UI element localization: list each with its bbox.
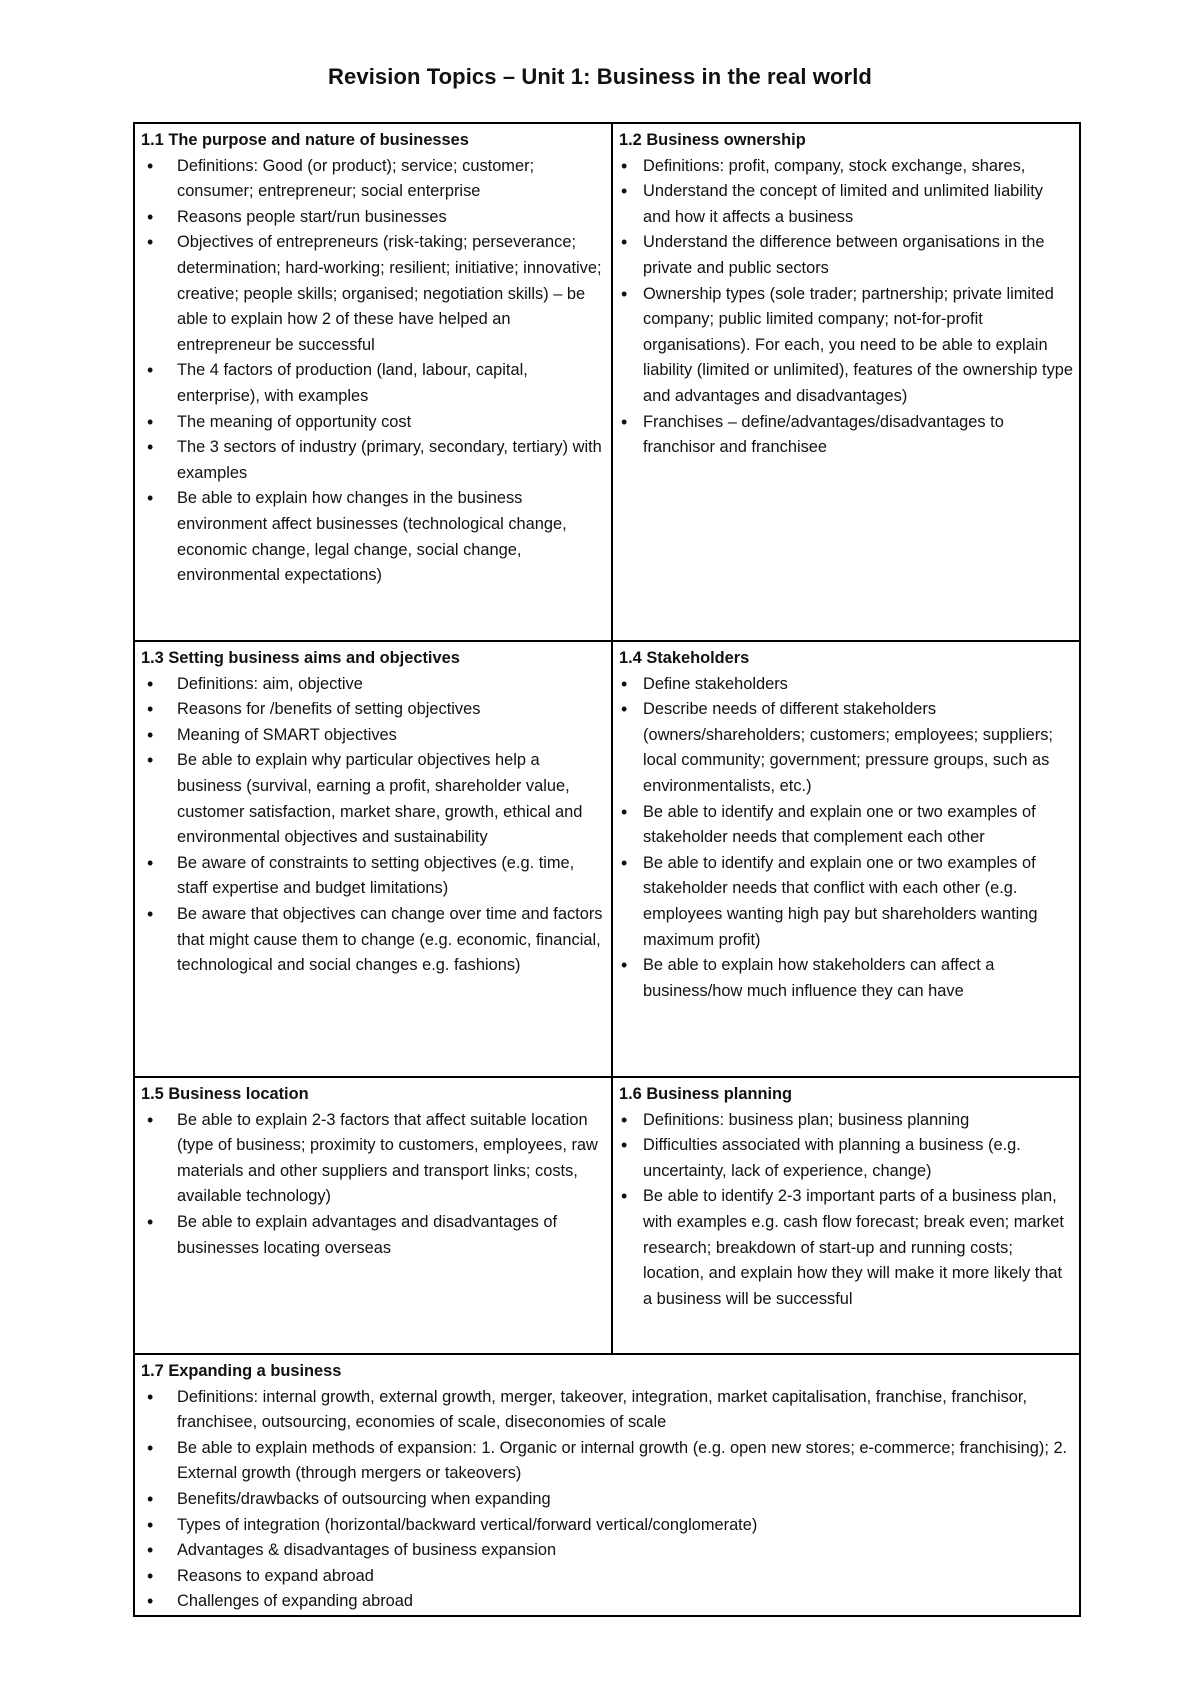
list-item: • Reasons for /benefits of setting objectives <box>141 697 605 723</box>
list-item: • Meaning of SMART objectives <box>141 723 605 749</box>
list-item: • Definitions: internal growth, external growth, merger, takeover, integration, market capitalisation, franchise, franchisor, franchisee, outsourcing, economies of scale, diseconomies of scale <box>141 1385 1073 1436</box>
section-heading: 1.6 Business planning <box>619 1085 793 1103</box>
list-item: • Be able to explain why particular objectives help a business (survival, earning a profit, shareholder value, customer satisfaction, market share, growth, ethical and environmental objectives and sustainability <box>141 748 605 850</box>
list-item: • Definitions: business plan; business planning <box>619 1108 1073 1134</box>
bullet-list <box>141 1385 1073 1615</box>
bullet-list <box>619 154 1073 461</box>
bullet-list <box>141 1108 605 1262</box>
section-1-3 <box>135 642 613 1076</box>
list-item: • Describe needs of different stakeholders (owners/shareholders; customers; employees; suppliers; local community; government; pressure groups, such as environmentalists, etc.) <box>619 697 1073 799</box>
list-item: • The 4 factors of production (land, labour, capital, enterprise), with examples <box>141 358 605 409</box>
section-heading: 1.7 Expanding a business <box>141 1362 342 1380</box>
section-1-6 <box>613 1078 1079 1353</box>
section-1-1 <box>135 124 613 640</box>
bullet-list <box>141 672 605 979</box>
section-heading: 1.1 The purpose and nature of businesses <box>141 131 469 149</box>
list-item: • Definitions: Good (or product); service; customer; consumer; entrepreneur; social enterprise <box>141 154 605 205</box>
list-item: • Challenges of expanding abroad <box>141 1589 1073 1615</box>
section-1-4 <box>613 642 1079 1076</box>
section-1-7 <box>135 1355 1079 1615</box>
page-title: Revision Topics – Unit 1: Business in the real world <box>328 64 872 89</box>
list-item: • Be aware that objectives can change over time and factors that might cause them to change (e.g. economic, financial, technological and social changes e.g. fashions) <box>141 902 605 979</box>
list-item: • Understand the concept of limited and unlimited liability and how it affects a business <box>619 179 1073 230</box>
bullet-list <box>141 154 605 589</box>
table-row <box>135 1355 1079 1615</box>
list-item: • Be able to explain advantages and disadvantages of businesses locating overseas <box>141 1210 605 1261</box>
list-item: • Be able to identify and explain one or two examples of stakeholder needs that conflict with each other (e.g. employees wanting high pay but shareholders wanting maximum profit) <box>619 851 1073 953</box>
list-item: • Franchises – define/advantages/disadvantages to franchisor and franchisee <box>619 410 1073 461</box>
list-item: • Be able to explain methods of expansion: 1. Organic or internal growth (e.g. open new stores; e-commerce; franchising); 2. External growth (through mergers or takeovers) <box>141 1436 1073 1487</box>
section-heading: 1.4 Stakeholders <box>619 649 750 667</box>
list-item: • Types of integration (horizontal/backward vertical/forward vertical/conglomerate) <box>141 1513 1073 1539</box>
list-item: • Be able to explain 2-3 factors that affect suitable location (type of business; proximity to customers, employees, raw materials and other suppliers and transport links; costs, available technology) <box>141 1108 605 1210</box>
list-item: • The 3 sectors of industry (primary, secondary, tertiary) with examples <box>141 435 605 486</box>
topics-table <box>133 122 1081 1617</box>
list-item: • Difficulties associated with planning a business (e.g. uncertainty, lack of experience, change) <box>619 1133 1073 1184</box>
list-item: • Ownership types (sole trader; partnership; private limited company; public limited company; not-for-profit organisations). For each, you need to be able to explain liability (limited or unlimited), features of the ownership type and advantages and disadvantages) <box>619 282 1073 410</box>
list-item: • The meaning of opportunity cost <box>141 410 605 436</box>
bullet-list <box>619 672 1073 1005</box>
list-item: • Be able to explain how changes in the business environment affect businesses (technological change, economic change, legal change, social change, environmental expectations) <box>141 486 605 588</box>
table-row <box>135 1078 1079 1355</box>
section-1-5 <box>135 1078 613 1353</box>
table-row <box>135 642 1079 1078</box>
list-item: • Benefits/drawbacks of outsourcing when expanding <box>141 1487 1073 1513</box>
list-item: • Be able to identify and explain one or two examples of stakeholder needs that complement each other <box>619 800 1073 851</box>
list-item: • Understand the difference between organisations in the private and public sectors <box>619 230 1073 281</box>
list-item: • Advantages & disadvantages of business expansion <box>141 1538 1073 1564</box>
section-1-2 <box>613 124 1079 640</box>
list-item: • Define stakeholders <box>619 672 1073 698</box>
bullet-list <box>619 1108 1073 1313</box>
list-item: • Be aware of constraints to setting objectives (e.g. time, staff expertise and budget limitations) <box>141 851 605 902</box>
list-item: • Be able to explain how stakeholders can affect a business/how much influence they can have <box>619 953 1073 1004</box>
list-item: • Be able to identify 2-3 important parts of a business plan, with examples e.g. cash flow forecast; break even; market research; breakdown of start-up and running costs; location, and explain how they will make it more likely that a business will be successful <box>619 1184 1073 1312</box>
section-heading: 1.5 Business location <box>141 1085 309 1103</box>
section-heading: 1.2 Business ownership <box>619 131 806 149</box>
list-item: • Reasons people start/run businesses <box>141 205 605 231</box>
table-row <box>135 124 1079 642</box>
list-item: • Reasons to expand abroad <box>141 1564 1073 1590</box>
list-item: • Definitions: aim, objective <box>141 672 605 698</box>
list-item: • Objectives of entrepreneurs (risk-taking; perseverance; determination; hard-working; resilient; initiative; innovative; creative; people skills; organised; negotiation skills) – be able to explain how 2 of these have helped an entrepreneur be successful <box>141 230 605 358</box>
list-item: • Definitions: profit, company, stock exchange, shares, <box>619 154 1073 180</box>
section-heading: 1.3 Setting business aims and objectives <box>141 649 460 667</box>
